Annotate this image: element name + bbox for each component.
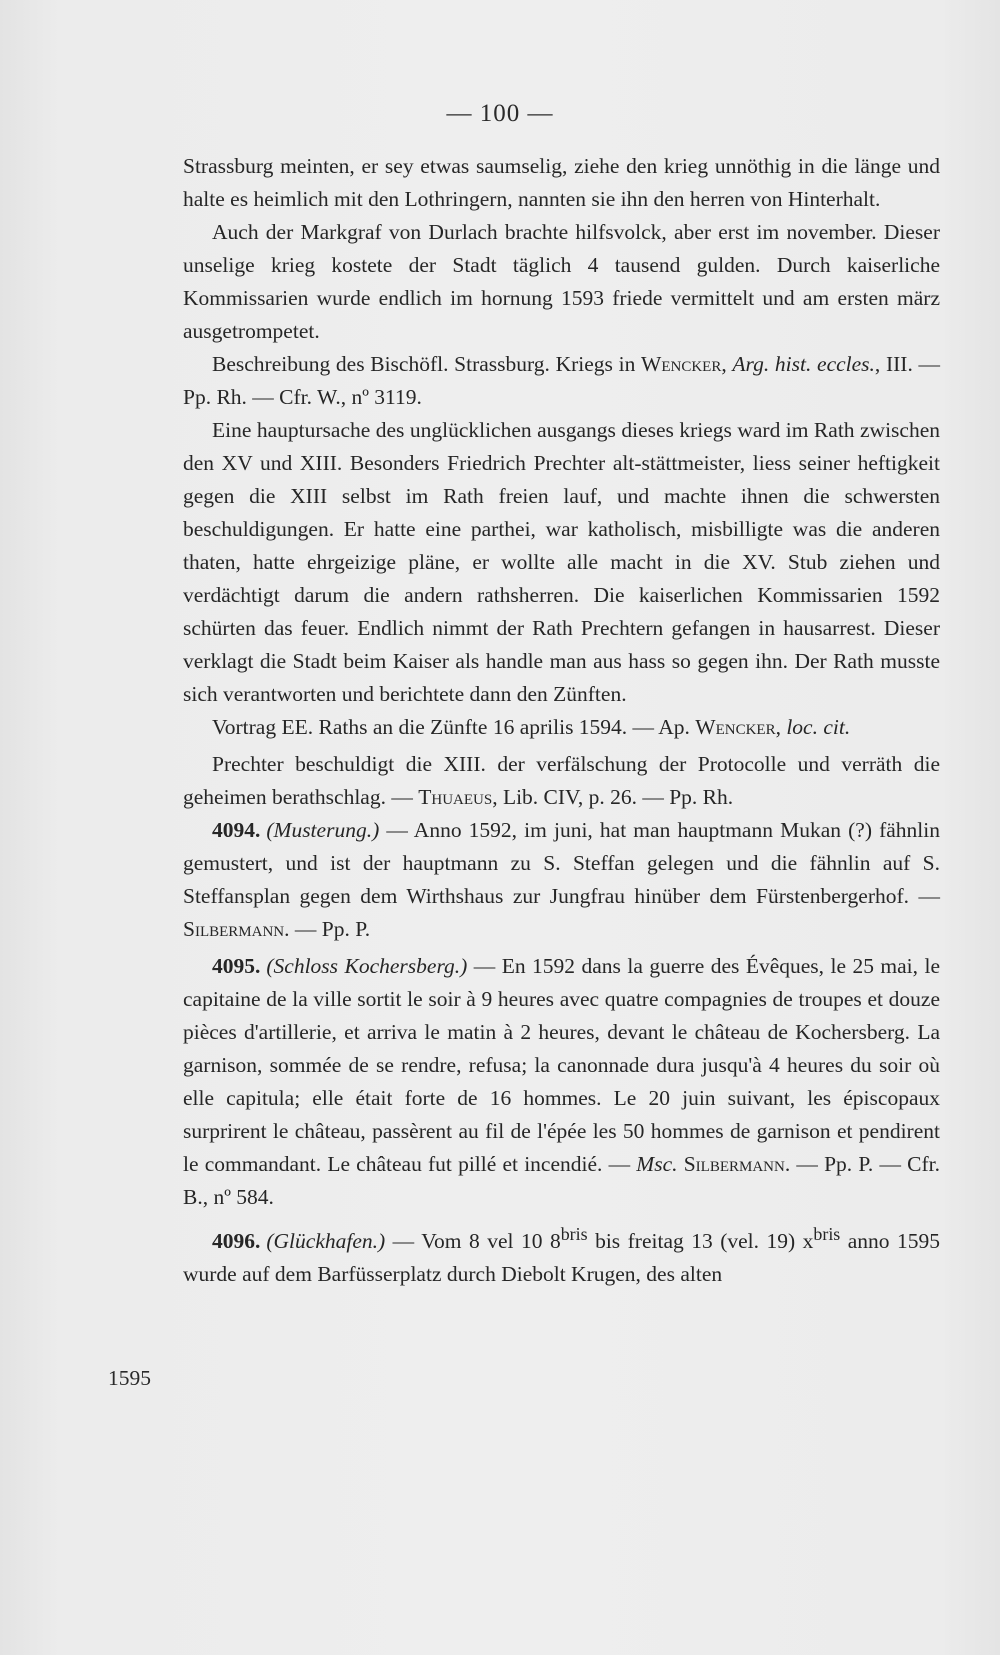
entry-text: — Anno 1592, im juni, hat man hauptmann Mukan (?) fähnlin gemustert, und ist der hauptmann zu S. Steffan gelegen und die fähnlin auf S. Steffansplan gegen dem Wirthshaus zur Jungfrau hinüber dem Fürstenbergerhof. — <box>183 818 940 908</box>
entry-text: bis freitag 13 (vel. 19) x <box>587 1229 814 1254</box>
entry-4094 <box>183 814 940 946</box>
citation-text: Beschreibung des Bischöfl. Strassburg. Kriegs in <box>212 352 636 376</box>
author-name: Wencker <box>641 352 722 376</box>
paragraph-continuation: Strassburg meinten, er sey etwas saumselig, ziehe den krieg unnöthig in die länge und halte es heimlich mit den Lothringern, nannten sie ihn den herren von Hinterhalt. <box>183 154 940 211</box>
superscript: bris <box>813 1224 841 1244</box>
author-name: Silbermann <box>683 1152 785 1176</box>
entry-number: 4094. <box>212 818 261 842</box>
paragraph-protocolle <box>183 748 940 814</box>
citation-text: Vortrag EE. Raths an die Zünfte 16 aprilis 1594. — Ap. <box>212 715 690 739</box>
author-name: Wencker <box>695 715 776 739</box>
entry-text: anno 1595 wurde auf dem Barfüsserplatz durch Diebolt Krugen, des alten <box>183 1229 941 1287</box>
entry-number: 4096. <box>212 1229 261 1254</box>
paragraph-prechter: Eine hauptursache des unglücklichen ausgangs dieses kriegs ward im Rath zwischen den XV und XIII. Besonders Friedrich Prechter alt-stättmeister, liess seiner heftigkeit gegen die XIII selbst im Rath freien lauf, und machte ihnen die schwersten beschuldigungen. Er hatte eine parthei, war katholisch, misbilligte was die anderen thaten, hatte ehrgeizige pläne, er wollte alle macht in die XV. Stub ziehen und verdächtigt darum die andern rathsherren. Die kaiserlichen Kommissarien 1592 schürten das feuer. Endlich nimmt der Rath Prechtern gefangen in hausarrest. Dieser verklagt die Stadt beim Kaiser als handle man aus hass so gegen ihn. Der Rath musste sich verantworten und berichtete dann den Zünften. <box>183 418 940 706</box>
body-text <box>183 150 940 1291</box>
citation-ref: . — Pp. P. <box>284 917 371 941</box>
entry-text: — Vom 8 vel 10 8 <box>392 1229 561 1254</box>
entry-4096 <box>183 1218 940 1291</box>
citation-ref: , III. — Pp. Rh. — Cfr. W., nº 3119. <box>183 352 941 409</box>
author-name: Silbermann <box>183 917 285 941</box>
entry-title: (Glückhafen.) <box>266 1229 386 1254</box>
citation-ref: . — Pp. P. — Cfr. B., nº 584. <box>183 1152 941 1209</box>
entry-4095 <box>183 950 940 1214</box>
citation-sep: , <box>721 352 727 376</box>
page-number: — 100 — <box>446 100 554 127</box>
citation-beschreibung <box>183 348 940 414</box>
citation-vortrag <box>183 711 940 744</box>
citation-title: loc. cit. <box>786 715 851 739</box>
paragraph-text: Prechter beschuldigt die XIII. der verfälschung der Protocolle und verräth die geheimen berathschlag. — <box>183 752 940 809</box>
entry-title: (Musterung.) <box>266 818 380 842</box>
citation-ref: , Lib. CIV, p. 26. — Pp. Rh. <box>492 785 734 809</box>
entry-title: (Schloss Kochersberg.) <box>266 954 468 978</box>
superscript: bris <box>560 1224 588 1244</box>
manuscript-abbrev: Msc. <box>636 1152 678 1176</box>
paragraph-durlach: Auch der Markgraf von Durlach brachte hilfsvolck, aber erst im november. Dieser unselige krieg kostete der Stadt täglich 4 tausend gulden. Durch kaiserliche Kommissarien wurde endlich im hornung 1593 friede vermittelt und am ersten märz ausgetrompetet. <box>183 220 940 343</box>
entry-number: 4095. <box>212 954 261 978</box>
citation-sep: , <box>775 715 781 739</box>
margin-year: 1595 <box>108 1366 151 1390</box>
author-name: Thuaeus <box>418 785 493 809</box>
entry-text: — En 1592 dans la guerre des Évêques, le 25 mai, le capitaine de la ville sortit le soir à 9 heures avec quatre compagnies de troupes et douze pièces d'artillerie, et arriva le matin à 2 heures, devant le château de Kochersberg. La garnison, sommée de se rendre, refusa; la canonnade dura jusqu'à 4 heures du soir où elle capitula; elle était forte de 16 hommes. Le 20 juin suivant, les épiscopaux surprirent le château, passèrent au fil de l'épée les 50 hommes de garnison et pendirent le commandant. Le château fut pillé et incendié. — <box>183 954 941 1176</box>
citation-title: Arg. hist. eccles. <box>732 352 875 376</box>
